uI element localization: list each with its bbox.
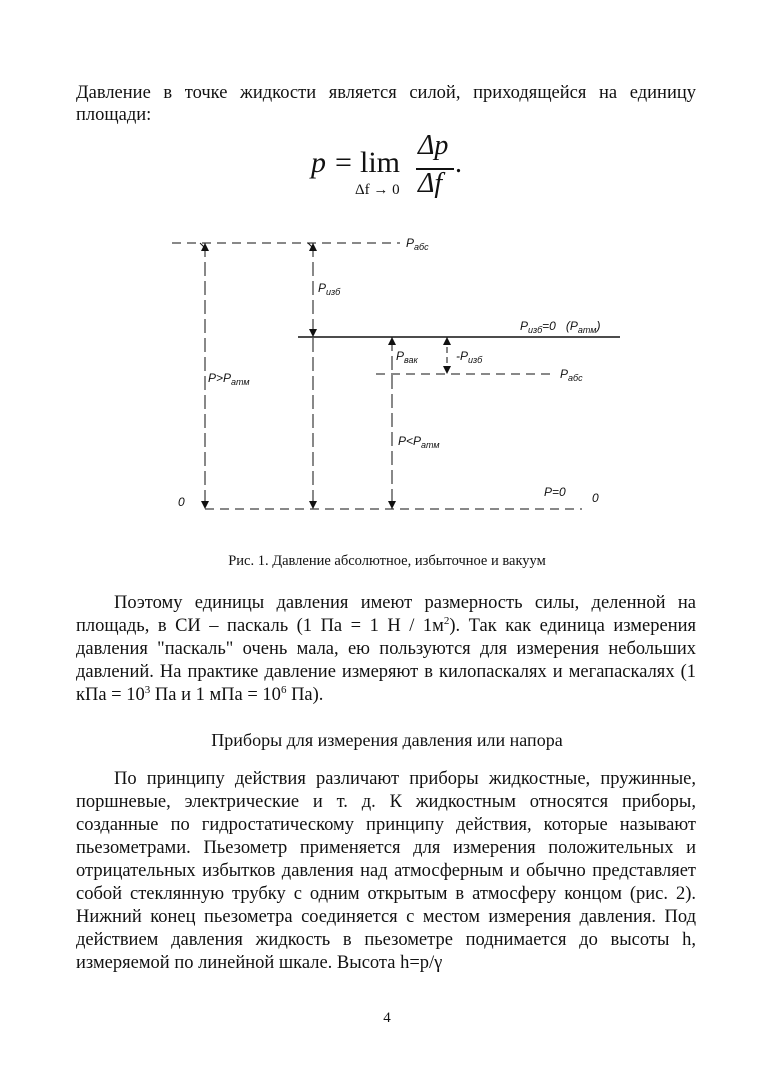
- formula-numerator: Δp: [418, 130, 449, 161]
- units-sup-2: 3: [144, 683, 151, 696]
- arrow-right-top: [388, 337, 396, 345]
- formula-equals: =: [335, 146, 352, 179]
- label-p-izb-zero: $P_{изб}=0$ $(P_{атм})$: [520, 319, 601, 335]
- arrow-middle-bottom: [309, 501, 317, 509]
- arrow-middle-atm: [309, 329, 317, 337]
- arrow-middle-top: [309, 243, 317, 251]
- formula-denominator: Δf: [418, 168, 443, 199]
- label-zero-right: 0: [592, 491, 599, 505]
- formula-lim-sub: Δf → 0: [355, 182, 400, 198]
- paragraph-units: [76, 592, 696, 707]
- formula-end: .: [455, 148, 462, 179]
- label-p-vak: $P_{вак}$: [396, 349, 418, 365]
- units-sup-3: 6: [280, 683, 287, 696]
- units-text-2: ). Так как единица измерения давления "паскаль" очень мала, ею пользуются для измерения небольших давлений. На практике давление измеряют в килопаскалях и мегапаскалях (1 кПа = 10: [76, 616, 696, 705]
- label-p-zero: P=0: [544, 485, 566, 499]
- arrow-vac-bottom: [443, 366, 451, 374]
- units-text-1: Поэтому единицы давления имеют размерность силы, деленной на площадь, в СИ – паскаль (1 Па = 1 Н / 1м: [76, 593, 696, 636]
- units-sup-1: 2: [443, 614, 450, 627]
- label-zero-left: 0: [178, 495, 185, 509]
- page-number: 4: [383, 1010, 391, 1026]
- label-p-gt-atm: $P>P_{атм}$: [208, 371, 250, 387]
- section-heading: Приборы для измерения давления или напора: [211, 730, 563, 750]
- formula-lhs: p: [311, 146, 326, 179]
- label-p-izb: $P_{изб}$: [318, 281, 341, 297]
- label-neg-p-izb: $-P_{изб}$: [456, 349, 483, 365]
- label-p-lt-atm: $P<P_{атм}$: [398, 434, 440, 450]
- label-p-abs-top: $P_{абс}$: [406, 236, 429, 252]
- figure-caption: Рис. 1. Давление абсолютное, избыточное и вакуум: [228, 553, 546, 569]
- paragraph-instruments: По принципу действия различают приборы жидкостные, пружинные, поршневые, электрические и т. д. К жидкостным относятся приборы, созданные по гидростатическому принципу действия, которые называют пьезометрами. Пьезометр применяется для измерения положительных и отрицательных избытков давления над атмосферным и обычно представляет собой стеклянную трубку с одним открытым в атмосферу концом (рис. 2). Нижний конец пьезометра соединяется с местом измерения давления. Под действием давления жидкость в пьезометре поднимается до высоты h, измеряемой по линейной шкале. Высота h=p/γ: [76, 769, 696, 973]
- label-p-abs-bottom: $P_{абс}$: [560, 367, 583, 383]
- units-text-4: Па).: [286, 685, 324, 705]
- arrow-left-bottom: [201, 501, 209, 509]
- arrow-right-bottom: [388, 501, 396, 509]
- formula-lim: lim: [360, 146, 401, 179]
- units-text-3: Па и 1 мПа = 10: [150, 685, 281, 705]
- intro-paragraph: Давление в точке жидкости является силой, приходящейся на единицу площади:: [76, 83, 696, 125]
- arrow-left-top: [201, 243, 209, 251]
- arrow-vac-top: [443, 337, 451, 345]
- pressure-diagram: [0, 220, 774, 530]
- pressure-formula: [305, 128, 475, 200]
